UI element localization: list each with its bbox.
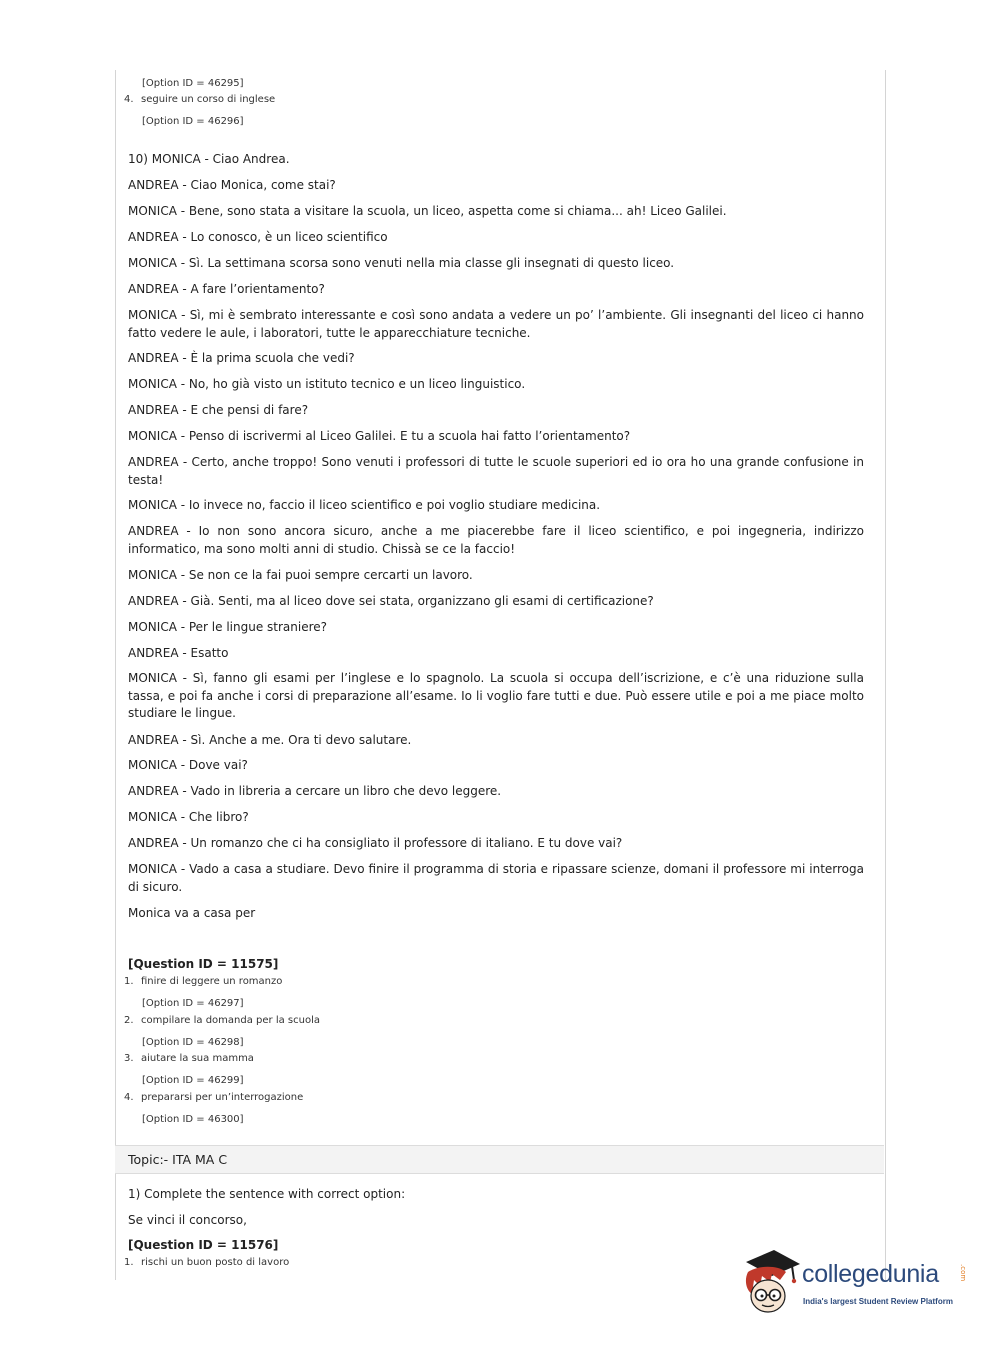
- dialogue-line: ANDREA - A fare l’orientamento?: [128, 282, 325, 296]
- topic-label: Topic:- ITA MA C: [128, 1152, 228, 1167]
- dialogue-line: ANDREA - Esatto: [128, 646, 229, 660]
- option-number: 4.: [124, 1092, 134, 1103]
- option-number: 4.: [124, 94, 134, 105]
- option-text: prepararsi per un’interrogazione: [141, 1092, 304, 1103]
- dialogue-line: MONICA - Io invece no, faccio il liceo scientifico e poi voglio studiare medicina.: [128, 498, 601, 512]
- option-id: [Option ID = 46295]: [142, 78, 244, 89]
- dialogue-line: ANDREA - Io non sono ancora sicuro, anche a me piacerebbe fare il liceo scientifico, e poi ingegneria, indirizzo informatico, ma sono molti anni di studio. Chissà se ce la faccio!: [128, 524, 864, 556]
- logo-tagline: India's largest Student Review Platform: [803, 1297, 953, 1306]
- question-line: 10) MONICA - Ciao Andrea.: [128, 152, 290, 166]
- logo-wordmark: collegedunia: [802, 1260, 939, 1288]
- option-number: 1.: [124, 976, 134, 987]
- dialogue-line: ANDREA - Certo, anche troppo! Sono venuti i professori di tutte le scuole superiori ed io ora ho una grande confusione in testa!: [128, 455, 864, 487]
- option-text: finire di leggere un romanzo: [141, 976, 283, 987]
- dialogue-line: ANDREA - Ciao Monica, come stai?: [128, 178, 336, 192]
- dialogue-line: MONICA - Sì, fanno gli esami per l’inglese e lo spagnolo. La scuola si occupa dell’iscrizione, e c’è una riduzione sulla tassa, e poi fa anche i corsi di preparazione all’esame. Io li voglio fare tutti e due. Può essere utile e poi a me piace molto studiare le lingue.: [128, 671, 864, 720]
- option-id: [Option ID = 46297]: [142, 998, 244, 1009]
- dialogue-line: MONICA - Bene, sono stata a visitare la scuola, un liceo, aspetta come si chiama... ah! Liceo Galilei.: [128, 204, 727, 218]
- dialogue-line: ANDREA - Già. Senti, ma al liceo dove sei stata, organizzano gli esami di certificazione?: [128, 594, 654, 608]
- dialogue-line: MONICA - Dove vai?: [128, 758, 248, 772]
- question-id: [Question ID = 11575]: [128, 957, 279, 971]
- dialogue-line: MONICA - Penso di iscrivermi al Liceo Galilei. E tu a scuola hai fatto l’orientamento?: [128, 429, 631, 443]
- topic-bar: [115, 1145, 884, 1174]
- mascot-icon: [740, 1250, 802, 1316]
- dialogue-line: MONICA - Per le lingue straniere?: [128, 620, 328, 634]
- logo-domain-suffix: .com: [959, 1264, 967, 1282]
- question-sentence: Se vinci il concorso,: [128, 1213, 247, 1227]
- option-id: [Option ID = 46298]: [142, 1037, 244, 1048]
- option-id: [Option ID = 46300]: [142, 1114, 244, 1125]
- option-number: 1.: [124, 1257, 134, 1268]
- dialogue-line: ANDREA - Sì. Anche a me. Ora ti devo salutare.: [128, 733, 412, 747]
- dialogue-line: MONICA - Vado a casa a studiare. Devo finire il programma di storia e ripassare scienze, domani il professore mi interroga di sicuro.: [128, 862, 864, 894]
- dialogue-line: ANDREA - Un romanzo che ci ha consigliato il professore di italiano. E tu dove vai?: [128, 836, 623, 850]
- option-id: [Option ID = 46296]: [142, 116, 244, 127]
- dialogue-line: MONICA - No, ho già visto un istituto tecnico e un liceo linguistico.: [128, 377, 526, 391]
- dialogue-line: ANDREA - È la prima scuola che vedi?: [128, 351, 355, 365]
- option-text: aiutare la sua mamma: [141, 1053, 254, 1064]
- dialogue-line: ANDREA - Lo conosco, è un liceo scientifico: [128, 230, 388, 244]
- option-text: compilare la domanda per la scuola: [141, 1015, 320, 1026]
- dialogue-line: MONICA - Se non ce la fai puoi sempre cercarti un lavoro.: [128, 568, 473, 582]
- collegedunia-logo: [740, 1250, 970, 1320]
- question-id: [Question ID = 11576]: [128, 1238, 279, 1252]
- option-number: 3.: [124, 1053, 134, 1064]
- dialogue-line: ANDREA - E che pensi di fare?: [128, 403, 309, 417]
- dialogue-line: MONICA - Sì, mi è sembrato interessante e così sono andata a vedere un po’ l’ambiente. Gli insegnanti del liceo ci hanno fatto vedere le aule, i laboratori, tutte le apparecchiature tecniche.: [128, 308, 864, 340]
- option-text: rischi un buon posto di lavoro: [141, 1257, 290, 1268]
- option-number: 2.: [124, 1015, 134, 1026]
- question-prompt: 1) Complete the sentence with correct option:: [128, 1187, 406, 1201]
- dialogue-line: MONICA - Sì. La settimana scorsa sono venuti nella mia classe gli insegnati di questo liceo.: [128, 256, 675, 270]
- dialogue-line: MONICA - Che libro?: [128, 810, 249, 824]
- option-text: seguire un corso di inglese: [141, 94, 276, 105]
- dialogue-line: ANDREA - Vado in libreria a cercare un libro che devo leggere.: [128, 784, 502, 798]
- question-stem: Monica va a casa per: [128, 906, 256, 920]
- option-id: [Option ID = 46299]: [142, 1075, 244, 1086]
